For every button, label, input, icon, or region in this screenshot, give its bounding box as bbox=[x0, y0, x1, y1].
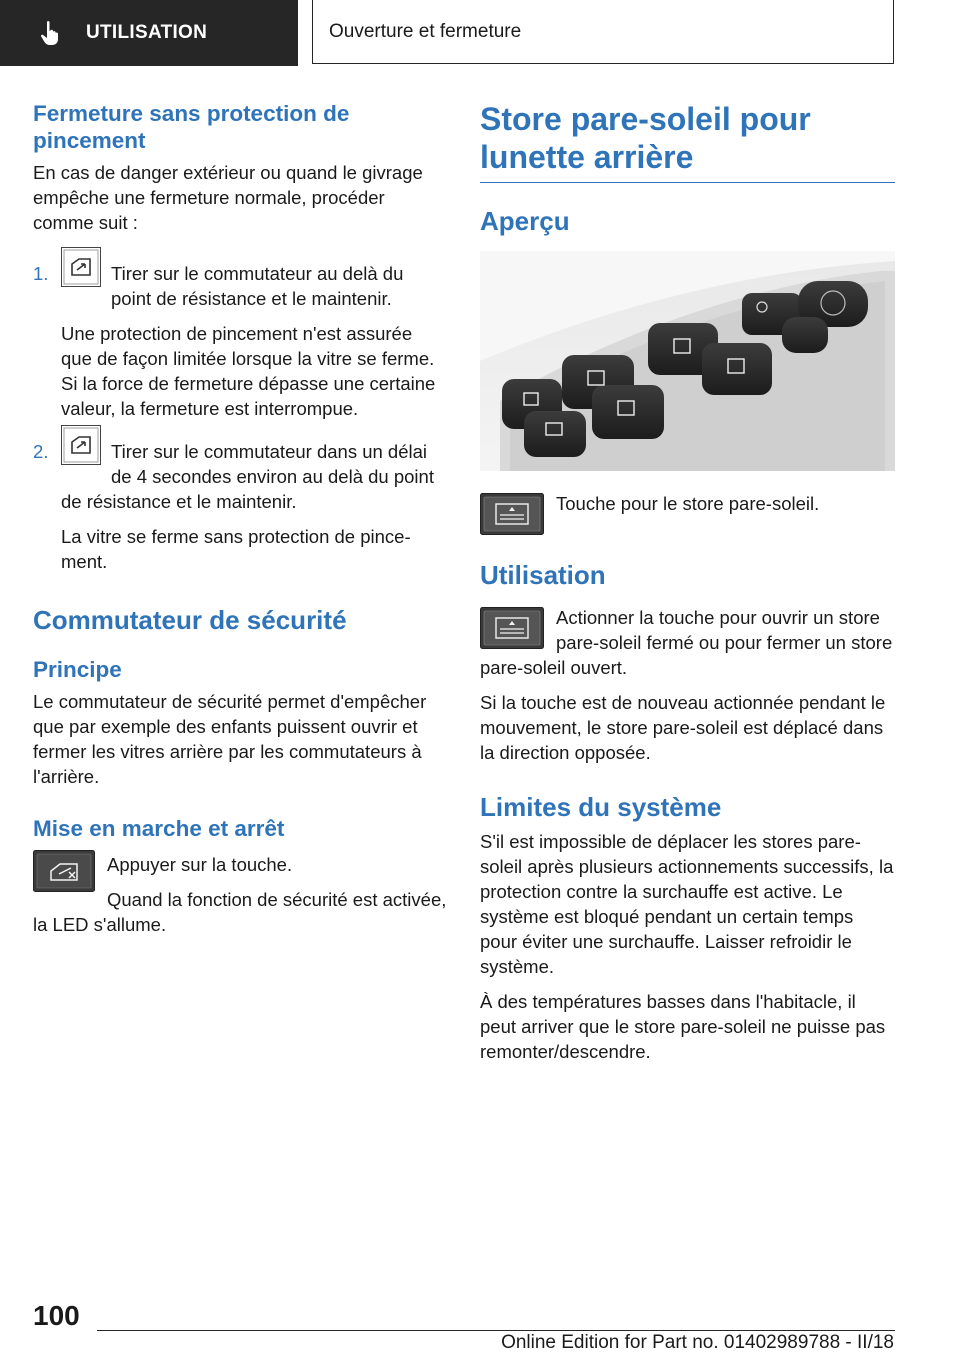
caption-paragraph: Touche pour le store pare-soleil. bbox=[556, 493, 820, 514]
heading-limites: Limites du système bbox=[480, 792, 722, 822]
door-switch-panel-photo bbox=[480, 251, 895, 471]
page-title: Store pare-soleil pour lunette arrière bbox=[480, 101, 811, 175]
section-label: UTILISATION bbox=[86, 22, 208, 43]
marche-paragraph-1: Appuyer sur la touche. bbox=[107, 854, 293, 875]
safety-switch-icon bbox=[33, 850, 95, 892]
step-text: Tirer sur le commutateur dans un délai de 4 secondes environ au delà du point de résistance et le maintenir. bbox=[61, 441, 434, 512]
limites-paragraph-2: À des températures basses dans l'habitacle, il peut arriver que le store pare-soleil ne puisse pas remonter/descendre. bbox=[480, 991, 886, 1062]
heading-marche: Mise en marche et arrêt bbox=[33, 816, 285, 841]
window-switch-icon bbox=[61, 425, 101, 465]
step-number: 2. bbox=[33, 441, 49, 462]
sunblind-button-icon bbox=[480, 493, 544, 535]
intro-paragraph: En cas de danger extérieur ou quand le givrage empêche une fermeture normale, procéder comme suit : bbox=[33, 162, 423, 233]
marche-paragraph-2: Quand la fonction de sécurité est activée, la LED s'allume. bbox=[33, 889, 447, 935]
step-text: Tirer sur le commutateur au delà du point de résistance et le maintenir. bbox=[111, 263, 404, 309]
chapter-tab bbox=[312, 0, 894, 64]
principe-paragraph: Le commutateur de sécurité permet d'empêcher que par exemple des enfants puissent ouvrir et fermer les vitres arrière par les commutateurs à l'arrière. bbox=[33, 691, 427, 787]
window-switch-icon bbox=[61, 247, 101, 287]
step-note: Une protection de pincement n'est assurée que de façon limitée lorsque la vitre se ferme. Si la force de fermeture dépasse une certaine valeur, la fermeture est interrompue. bbox=[61, 323, 436, 419]
heading-apercu: Aperçu bbox=[480, 206, 570, 236]
step-note: La vitre se ferme sans protection de pincement. bbox=[61, 526, 411, 572]
step-number: 1. bbox=[33, 263, 49, 284]
step-2 bbox=[33, 439, 448, 574]
right-column bbox=[480, 100, 895, 1074]
utilisation-paragraph-2: Si la touche est de nouveau actionnée pendant le mouvement, le store pare-soleil est déplacé dans la direction opposée. bbox=[480, 692, 886, 763]
heading-fermeture: Fermeture sans protection de pincement bbox=[33, 101, 350, 153]
section-tab bbox=[0, 0, 298, 66]
left-column bbox=[33, 100, 448, 947]
edition-text: Online Edition for Part no. 01402989788 - II/18 bbox=[501, 1332, 894, 1353]
page-number: 100 bbox=[33, 1300, 80, 1331]
heading-principe: Principe bbox=[33, 657, 122, 682]
sunblind-button-icon bbox=[480, 607, 544, 649]
hand-pointer-icon bbox=[40, 20, 62, 46]
footer-divider bbox=[97, 1330, 895, 1331]
chapter-label: Ouverture et fermeture bbox=[329, 20, 522, 42]
title-divider bbox=[480, 182, 895, 183]
heading-securite: Commutateur de sécurité bbox=[33, 605, 347, 635]
utilisation-paragraph-1: Actionner la touche pour ouvrir un store pare-soleil fermé ou pour fermer un store pare-soleil ouvert. bbox=[480, 607, 893, 678]
limites-paragraph-1: S'il est impossible de déplacer les stores pare-soleil après plusieurs actionnements successifs, la protection contre la surchauffe est active. Le système est bloqué pendant un certain temps pour éviter une surchauffe. Laisser refroidir le système. bbox=[480, 831, 894, 977]
page-header bbox=[0, 0, 960, 66]
heading-utilisation: Utilisation bbox=[480, 560, 606, 590]
step-1 bbox=[33, 261, 448, 421]
